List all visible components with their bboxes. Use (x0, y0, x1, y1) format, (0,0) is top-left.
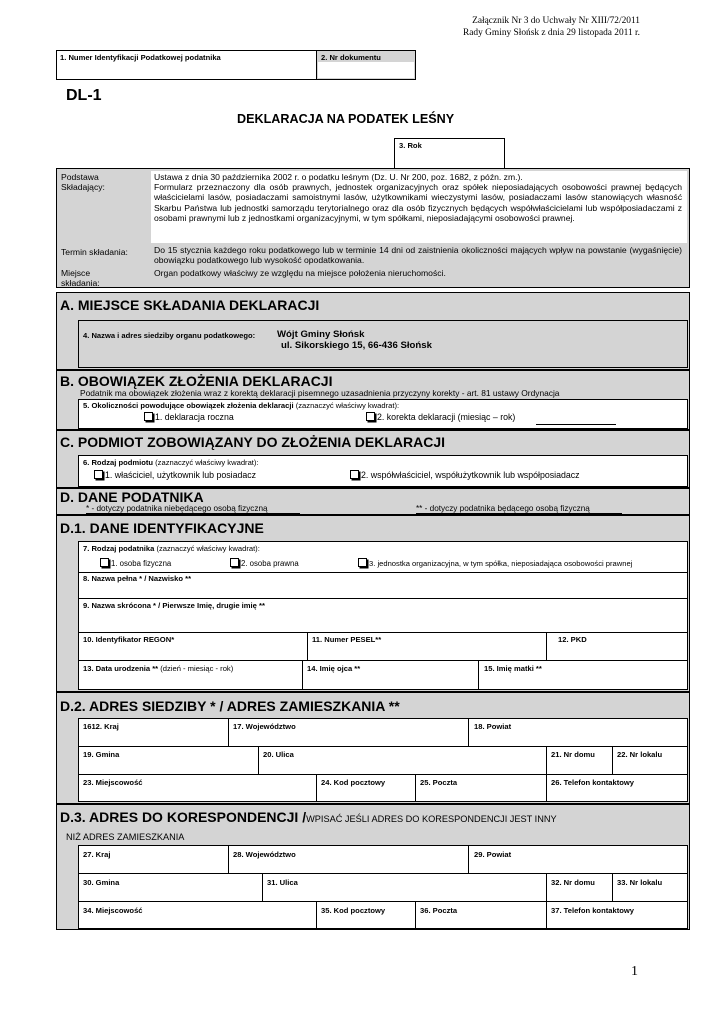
field-30-label: 30. Gmina (83, 878, 120, 887)
field-4-label: 4. Nazwa i adres siedziby organu podatkowego: (83, 331, 256, 340)
section-d2-title: D.2. ADRES SIEDZIBY * / ADRES ZAMIESZKANIA ** (60, 698, 400, 714)
field-25-label: 25. Poczta (420, 778, 458, 787)
option-natural-person[interactable]: 1. osoba fizyczna (100, 558, 171, 568)
section-d-underline-left (86, 513, 300, 514)
d2-col-line (316, 774, 317, 802)
d3-col-line (228, 845, 229, 873)
checkbox-icon[interactable] (94, 470, 103, 479)
d2-grid (78, 718, 688, 802)
d1-col-line (302, 660, 303, 690)
place-label-1: Miejsce (61, 268, 91, 278)
d3-col-line (415, 901, 416, 929)
section-b-title: B. OBOWIĄZEK ZŁOŻENIA DEKLARACJI (60, 373, 333, 389)
field-34-label: 34. Miejscowość (83, 906, 143, 915)
d2-col-line (546, 774, 547, 802)
field-15-label: 15. Imię matki ** (484, 664, 542, 673)
section-a-title: A. MIEJSCE SKŁADANIA DEKLARACJI (60, 297, 320, 313)
section-b-note: Podatnik ma obowiązek złożenia wraz z korektą deklaracji pisemnego uzasadnienia przyczyny korekty - art. 81 ustawy Ordynacja (80, 388, 560, 398)
deadline-label: Termin składania: (61, 247, 128, 257)
correction-underline (536, 424, 616, 425)
section-d-note-left: * - dotyczy podatnika niebędącego osobą fizyczną (86, 504, 268, 513)
field-18-label: 18. Powiat (474, 722, 512, 731)
d2-col-line (228, 718, 229, 746)
d3-row-line (78, 901, 688, 902)
field-16-label: 1612. Kraj (83, 722, 119, 731)
section-d-note-right: ** - dotyczy podatnika będącego osobą fizyczną (416, 504, 590, 513)
doc-number-field (316, 50, 416, 80)
d3-row-line (78, 873, 688, 874)
page-number: 1 (631, 964, 638, 979)
d1-col-line (478, 660, 479, 690)
field-29-label: 29. Powiat (474, 850, 512, 859)
d3-col-line (546, 901, 547, 929)
field-36-label: 36. Poczta (420, 906, 458, 915)
option-organizational-unit[interactable]: 3. jednostka organizacyjna, w tym spółka, nieposiadająca osobowości prawnej (358, 558, 632, 568)
field-23-label: 23. Miejscowość (83, 778, 143, 787)
nip-label: 1. Numer Identyfikacji Podatkowej podatnika (60, 53, 221, 62)
option-legal-person[interactable]: 2. osoba prawna (230, 558, 299, 568)
place-text: Organ podatkowy właściwy ze względu na miejsce położenia nieruchomości. (154, 268, 446, 278)
field-28-label: 28. Województwo (233, 850, 296, 859)
option-annual-declaration[interactable]: 1. deklaracja roczna (144, 412, 234, 422)
basis-text: Ustawa z dnia 30 października 2002 r. o podatku leśnym (Dz. U. Nr 200, poz. 1682, z późn. zm.). (154, 172, 523, 182)
checkbox-icon[interactable] (144, 412, 153, 421)
d2-col-line (546, 746, 547, 774)
d3-col-line (468, 845, 469, 873)
filer-label: Składający: (61, 182, 105, 192)
section-d3-title: D.3. ADRES DO KORESPONDENCJI /WPISAĆ JEŚLI ADRES DO KORESPONDENCJI JEST INNY (60, 809, 557, 825)
field-5-label: 5. Okoliczności powodujące obowiązek złożenia deklaracji (zaznaczyć właściwy kwadrat): (83, 401, 400, 410)
form-title: DEKLARACJA NA PODATEK LEŚNY (237, 112, 455, 126)
d1-col-line (307, 632, 308, 660)
d2-col-line (415, 774, 416, 802)
doc-number-label: 2. Nr dokumentu (321, 53, 381, 62)
checkbox-icon[interactable] (230, 558, 239, 567)
d2-col-line (468, 718, 469, 746)
checkbox-icon[interactable] (350, 470, 359, 479)
d1-row-line (78, 572, 688, 573)
d1-col-line (546, 632, 547, 660)
field-14-label: 14. Imię ojca ** (307, 664, 361, 673)
field-27-label: 27. Kraj (83, 850, 111, 859)
field-32-label: 32. Nr domu (551, 878, 595, 887)
section-d-underline-right (416, 513, 622, 514)
section-d-title: D. DANE PODATNIKA (60, 489, 204, 505)
attachment-line-2: Rady Gminy Słońsk z dnia 29 listopada 2011 r. (463, 28, 640, 38)
d2-col-line (258, 746, 259, 774)
field-6-label: 6. Rodzaj podmiotu (zaznaczyć właściwy kwadrat): (83, 458, 259, 467)
field-19-label: 19. Gmina (83, 750, 120, 759)
d2-col-line (612, 746, 613, 774)
section-d3-title-note: NIŻ ADRES ZAMIESZKANIA (66, 832, 185, 842)
field-17-label: 17. Województwo (233, 722, 296, 731)
basis-label: Podstawa (61, 172, 99, 182)
option-correction[interactable]: 2. korekta deklaracji (miesiąc – rok) (366, 412, 515, 422)
place-label-2: składania: (61, 278, 100, 288)
d3-col-line (262, 873, 263, 901)
field-35-label: 35. Kod pocztowy (321, 906, 386, 915)
checkbox-icon[interactable] (366, 412, 375, 421)
d3-col-line (316, 901, 317, 929)
office-address: ul. Sikorskiego 15, 66-436 Słońsk (281, 340, 432, 351)
office-name: Wójt Gminy Słońsk (277, 329, 365, 340)
d2-row-line (78, 774, 688, 775)
option-co-owner[interactable]: 2. współwłaściciel, współużytkownik lub współposiadacz (350, 470, 580, 480)
checkbox-icon[interactable] (358, 558, 367, 567)
field-13-label: 13. Data urodzenia ** (dzień - miesiąc - rok) (83, 664, 234, 673)
field-7-label: 7. Rodzaj podatnika (zaznaczyć właściwy kwadrat): (83, 544, 260, 553)
filer-text: Formularz przeznaczony dla osób prawnych, jednostek organizacyjnych oraz spółek nieposiadających osobowości prawnej będących właścicielami lasów, posiadaczami samoistnymi lasów, użytkownikami wieczystymi lasów, posiadaczami lasów stanowiących własność Skarbu Państwa lub jednostki samorządu terytorialnego oraz dla osób fizycznych będących współwłaścicielami lub współposiadaczami z osobami prawnymi lub z jednostkami organizacyjnymi, w tym spółkami, nieposiadającymi osobowości prawnej. (154, 182, 682, 224)
d2-row-line (78, 746, 688, 747)
d3-grid (78, 845, 688, 929)
year-label: 3. Rok (399, 141, 422, 150)
deadline-text: Do 15 stycznia każdego roku podatkowego lub w terminie 14 dni od zaistnienia okoliczności mających wpływ na powstanie (wygaśnięcie) obowiązku podatkowego lub wysokość opodatkowania. (154, 245, 682, 266)
nip-field[interactable] (56, 50, 317, 80)
attachment-line-1: Załącznik Nr 3 do Uchwały Nr XIII/72/2011 (472, 16, 640, 26)
field-12-label: 12. PKD (558, 635, 587, 644)
d1-row-line (78, 632, 688, 633)
d3-col-line (546, 873, 547, 901)
d1-row-line (78, 660, 688, 661)
field-33-label: 33. Nr lokalu (617, 878, 663, 887)
field-24-label: 24. Kod pocztowy (321, 778, 386, 787)
option-owner[interactable]: 1. właściciel, użytkownik lub posiadacz (94, 470, 256, 480)
field-20-label: 20. Ulica (263, 750, 294, 759)
field-9-label: 9. Nazwa skrócona * / Pierwsze Imię, drugie imię ** (83, 601, 265, 610)
field-8-label: 8. Nazwa pełna * / Nazwisko ** (83, 574, 192, 583)
form-code: DL-1 (66, 87, 102, 104)
section-c-title: C. PODMIOT ZOBOWIĄZANY DO ZŁOŻENIA DEKLARACJI (60, 434, 445, 450)
field-31-label: 31. Ulica (267, 878, 298, 887)
field-22-label: 22. Nr lokalu (617, 750, 663, 759)
field-10-label: 10. Identyfikator REGON* (83, 635, 175, 644)
checkbox-icon[interactable] (100, 558, 109, 567)
year-field[interactable] (394, 138, 505, 169)
field-26-label: 26. Telefon kontaktowy (551, 778, 634, 787)
field-37-label: 37. Telefon kontaktowy (551, 906, 634, 915)
d1-row-line (78, 598, 688, 599)
d3-col-line (612, 873, 613, 901)
field-11-label: 11. Numer PESEL** (312, 635, 382, 644)
field-21-label: 21. Nr domu (551, 750, 595, 759)
section-d1-title: D.1. DANE IDENTYFIKACYJNE (60, 520, 264, 536)
